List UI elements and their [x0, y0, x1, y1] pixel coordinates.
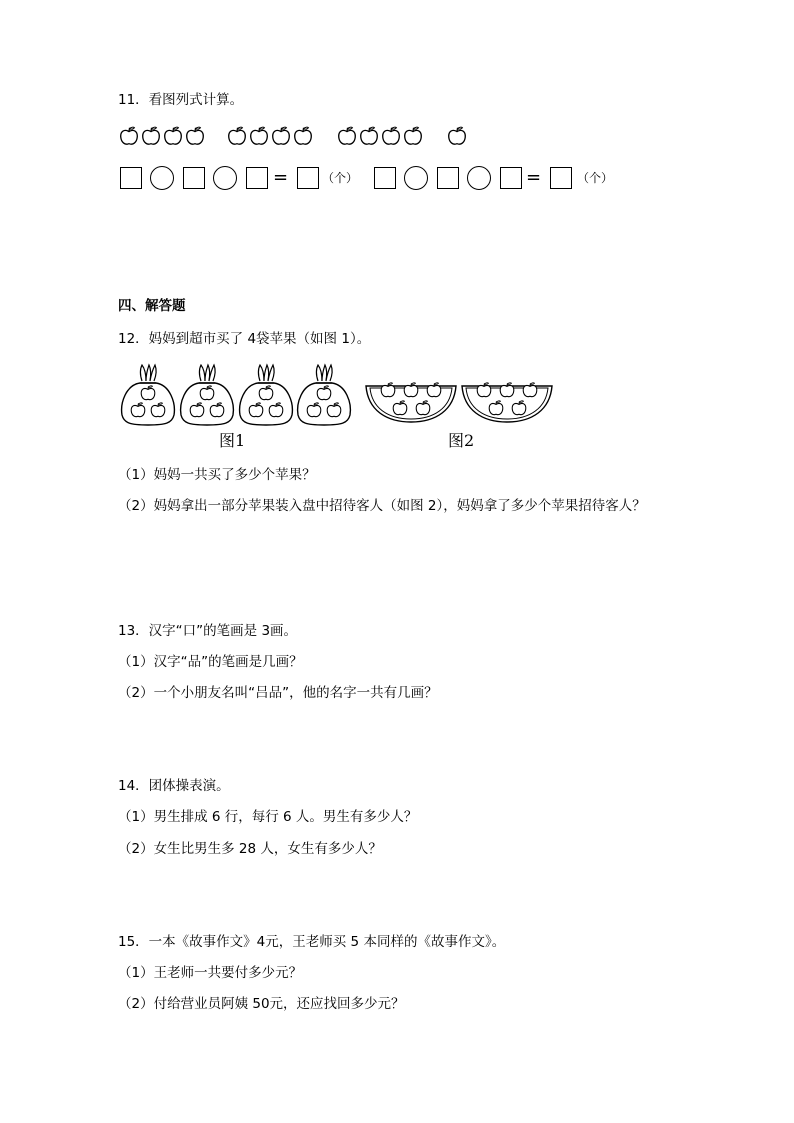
apple-icon: [414, 399, 432, 421]
apple-icon: [247, 401, 265, 423]
equals-sign: =: [526, 167, 542, 188]
q12-sub1: （1）妈妈一共买了多少个苹果？: [118, 467, 316, 483]
apple-icon: [292, 125, 314, 151]
q13-sub1: （1）汉字“品”的笔画是几画？: [118, 654, 303, 670]
apple-icon: [270, 125, 292, 151]
apple-icon: [325, 401, 343, 423]
q15-sub1: （1）王老师一共要付多少元？: [118, 965, 303, 981]
apple-icon: [510, 399, 528, 421]
operator-circle[interactable]: [404, 166, 428, 190]
apple-icon: [149, 401, 167, 423]
answer-box[interactable]: [437, 167, 459, 189]
operator-circle[interactable]: [150, 166, 174, 190]
answer-box[interactable]: [246, 167, 268, 189]
apple-icon: [140, 125, 162, 151]
q12-sub2: （2）妈妈拿出一部分苹果装入盘中招待客人（如图 2），妈妈拿了多少个苹果招待客人？: [118, 498, 646, 514]
apple-icon: [358, 125, 380, 151]
apple-icon: [162, 125, 184, 151]
q13-sub2: （2）一个小朋友名叫“吕品”，他的名字一共有几画？: [118, 685, 438, 701]
unit-label: （个）: [322, 171, 359, 185]
apple-icon: [267, 401, 285, 423]
apple-icon: [226, 125, 248, 151]
operator-circle[interactable]: [213, 166, 237, 190]
apple-icon: [402, 125, 424, 151]
q13-title: 13．汉字“口”的笔画是 3画。: [118, 623, 298, 639]
q12-title: 12．妈妈到超市买了 4袋苹果（如图 1）。: [118, 331, 371, 347]
apple-icon: [248, 125, 270, 151]
unit-label: （个）: [577, 171, 614, 185]
apple-icon: [305, 401, 323, 423]
answer-box[interactable]: [183, 167, 205, 189]
answer-box[interactable]: [500, 167, 522, 189]
fig2-label: 图2: [448, 431, 475, 450]
apple-icon: [446, 125, 468, 151]
operator-circle[interactable]: [467, 166, 491, 190]
fig1-label: 图1: [219, 431, 246, 450]
apple-icon: [129, 401, 147, 423]
q14-title: 14．团体操表演。: [118, 778, 230, 794]
apple-icon: [380, 125, 402, 151]
section-title: 四、解答题: [118, 298, 186, 314]
apple-icon: [184, 125, 206, 151]
apple-icon: [487, 399, 505, 421]
q14-sub2: （2）女生比男生多 28 人，女生有多少人？: [118, 841, 382, 857]
apple-icon: [118, 125, 140, 151]
equals-sign: =: [273, 167, 289, 188]
apple-icon: [391, 399, 409, 421]
answer-box[interactable]: [374, 167, 396, 189]
apple-icon: [208, 401, 226, 423]
q15-sub2: （2）付给营业员阿姨 50元，还应找回多少元？: [118, 996, 405, 1012]
q15-title: 15．一本《故事作文》4元，王老师买 5 本同样的《故事作文》。: [118, 934, 506, 950]
answer-box[interactable]: [550, 167, 572, 189]
apple-icon: [188, 401, 206, 423]
answer-box[interactable]: [297, 167, 319, 189]
q11-title: 11．看图列式计算。: [118, 92, 244, 108]
apple-icon: [336, 125, 358, 151]
q14-sub1: （1）男生排成 6 行，每行 6 人。男生有多少人？: [118, 809, 418, 825]
answer-box[interactable]: [120, 167, 142, 189]
